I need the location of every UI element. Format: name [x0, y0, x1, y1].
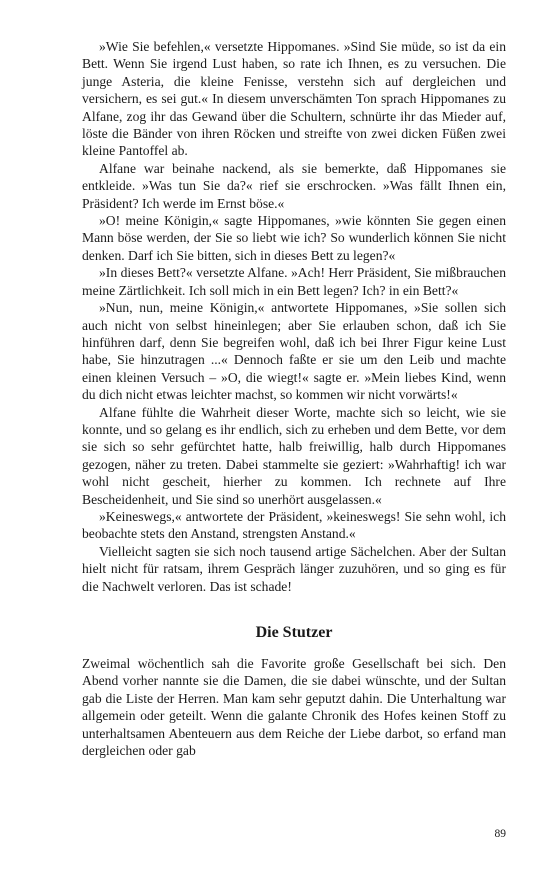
paragraph: »Wie Sie befehlen,« versetzte Hippomanes. »Sind Sie müde, so ist da ein Bett. Wenn Sie irgend Lust haben, so rate ich Ihnen, es zu versuchen. Die junge Asteria, die kleine Fenisse, verstehn sich auf dergleichen und versichern, es sei gut.« In diesem unverschämten Ton sprach Hippomanes zu Alfane, zog ihr das Gewand über die Schultern, schnürte ihr das Mieder auf, löste die Bänder von ihren Röcken und streifte von zwei dicken Füßen zwei kleine Pantoffel ab.	[82, 39, 506, 159]
paragraph: »In dieses Bett?« versetzte Alfane. »Ach! Herr Präsident, Sie mißbrauchen meine Zärtlichkeit. Ich soll mich in ein Bett legen? Ich? in ein Bett?«	[82, 265, 506, 298]
paragraph: Vielleicht sagten sie sich noch tausend artige Sächelchen. Aber der Sultan hielt nicht für ratsam, ihrem Gespräch länger zuzuhören, und so ging es für die Nachwelt verloren. Das ist schade!	[82, 543, 506, 594]
paragraph: »Keineswegs,« antwortete der Präsident, »keineswegs! Sie sehn wohl, ich beobachte stets den Anstand, strengsten Anstand.«	[82, 508, 506, 542]
page-number: 89	[494, 828, 506, 840]
page-text-block	[82, 38, 506, 759]
paragraph: Alfane war beinahe nackend, als sie bemerkte, daß Hippomanes sie entkleide. »Was tun Sie da?« rief sie erschrocken. »Was fällt Ihnen ein, Präsident? Ich werde im Ernst böse.«	[82, 160, 506, 211]
paragraph: »O! meine Königin,« sagte Hippomanes, »wie könnten Sie gegen einen Mann böse werden, der Sie so liebt wie ich? So wunderlich können Sie nicht denken. Darf ich Sie bitten, sich in dieses Bett zu legen?«	[82, 213, 506, 263]
paragraph: Alfane fühlte die Wahrheit dieser Worte, machte sich so leicht, wie sie konnte, und so gelang es ihr endlich, sich zu erheben und dem Bette, vor dem sie sich so sehr gefürchtet hatte, halb freiwillig, halb durch Hippomanes gezogen, näher zu treten. Dabei stammelte sie geziert: »Wahrhaftig! ich war wohl nicht gescheit, hierher zu kommen. Ich rechnete auf Ihre Bescheidenheit, und Sie sind so unerhört ausgelassen.«	[82, 404, 506, 507]
paragraph: Zweimal wöchentlich sah die Favorite große Gesellschaft bei sich. Den Abend vorher nannte sie die Damen, die sie dabei wünschte, und der Sultan gab die Liste der Herren. Man kam sehr geputzt dahin. Die Unterhaltung war allgemein oder geteilt. Wenn die galante Chronik des Hofes keinen Stoff zu unterhaltsamen Abenteuern aus dem Reiche der Liebe darbot, so erfand man dergleichen oder gab	[82, 656, 506, 759]
paragraph: »Nun, nun, meine Königin,« antwortete Hippomanes, »Sie sollen sich auch nicht von selbst hineinlegen; aber Sie erlauben schon, daß ich Sie hinführen darf, denn Sie begreifen wohl, daß ich bei Ihrer Figur keine Lust habe, Sie hinzutragen ...« Dennoch faßte er sie um den Leib und machte einen kleinen Versuch – »O, die wiegt!« sagte er. »Mein liebes Kind, wenn du dich nicht etwas leichter machst, so kommen wir nicht vorwärts!«	[82, 300, 506, 403]
section-heading: Die Stutzer	[255, 624, 333, 641]
